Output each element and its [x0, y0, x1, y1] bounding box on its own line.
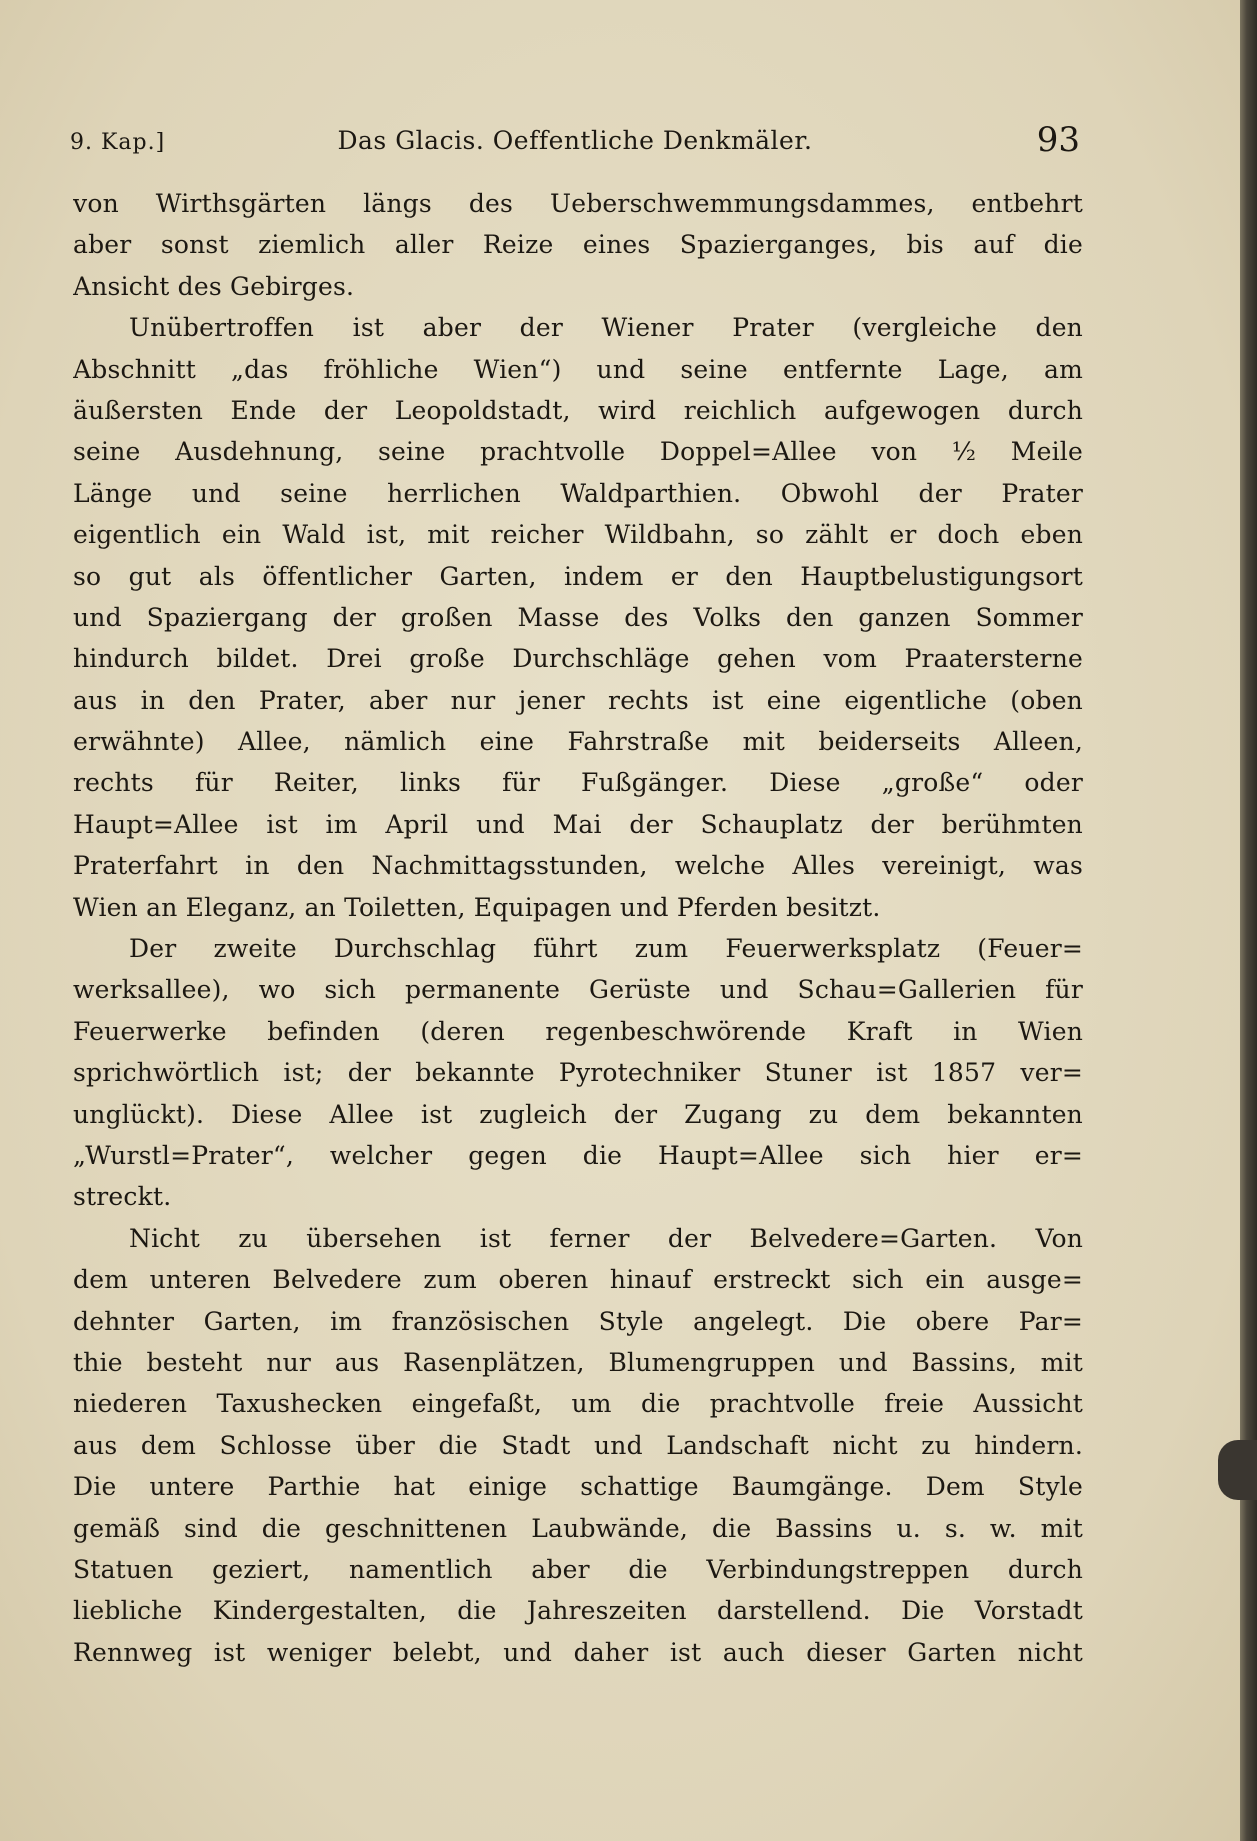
text-line: rechts für Reiter, links für Fußgänger. Diese „große“ oder — [73, 768, 1083, 798]
text-line: streckt. — [73, 1182, 172, 1212]
body-text — [73, 183, 1083, 1673]
text-line: liebliche Kindergestalten, die Jahreszeiten darstellend. Die Vorstadt — [73, 1596, 1083, 1626]
text-line: aber sonst ziemlich aller Reize eines Spazierganges, bis auf die — [73, 230, 1083, 260]
text-line: erwähnte) Allee, nämlich eine Fahrstraße mit beiderseits Alleen, — [73, 727, 1083, 757]
page-number: 93 — [1036, 120, 1080, 160]
text-line: Unübertroffen ist aber der Wiener Prater (vergleiche den — [129, 313, 1083, 343]
text-line: und Spaziergang der großen Masse des Volks den ganzen Sommer — [73, 602, 1083, 632]
running-title: Das Glacis. Oeffentliche Denkmäler. — [337, 126, 813, 155]
chapter-label: 9. Kap.] — [70, 130, 166, 155]
page-edge — [1240, 0, 1257, 1841]
text-line: Abschnitt „das fröhliche Wien“) und seine entfernte Lage, am — [73, 354, 1083, 384]
text-line: hindurch bildet. Drei große Durchschläge gehen vom Praatersterne — [73, 644, 1083, 674]
text-line: Länge und seine herrlichen Waldparthien. Obwohl der Prater — [73, 478, 1083, 508]
text-line: sprichwörtlich ist; der bekannte Pyrotechniker Stuner ist 1857 ver= — [73, 1058, 1083, 1088]
text-line: dehnter Garten, im französischen Style angelegt. Die obere Par= — [73, 1306, 1083, 1336]
text-line: gemäß sind die geschnittenen Laubwände, die Bassins u. s. w. mit — [73, 1513, 1083, 1543]
text-line: Rennweg ist weniger belebt, und daher ist auch dieser Garten nicht — [73, 1637, 1083, 1667]
text-line: thie besteht nur aus Rasenplätzen, Blumengruppen und Bassins, mit — [73, 1347, 1083, 1377]
text-line: so gut als öffentlicher Garten, indem er den Hauptbelustigungsort — [73, 561, 1083, 591]
text-line: werksallee), wo sich permanente Gerüste und Schau=Gallerien für — [73, 975, 1083, 1005]
text-line: Die untere Parthie hat einige schattige Baumgänge. Dem Style — [73, 1472, 1083, 1502]
text-line: dem unteren Belvedere zum oberen hinauf erstreckt sich ein ausge= — [73, 1265, 1083, 1295]
text-line: Haupt=Allee ist im April und Mai der Schauplatz der berühmten — [73, 809, 1083, 839]
text-line: Der zweite Durchschlag führt zum Feuerwerksplatz (Feuer= — [129, 934, 1083, 964]
text-line: Feuerwerke befinden (deren regenbeschwörende Kraft in Wien — [73, 1016, 1083, 1046]
text-line: aus in den Prater, aber nur jener rechts ist eine eigentliche (oben — [73, 685, 1083, 715]
text-line: Praterfahrt in den Nachmittagsstunden, welche Alles vereinigt, was — [73, 851, 1083, 881]
text-line: äußersten Ende der Leopoldstadt, wird reichlich aufgewogen durch — [73, 395, 1083, 425]
text-line: niederen Taxushecken eingefaßt, um die prachtvolle freie Aussicht — [73, 1389, 1083, 1419]
text-line: „Wurstl=Prater“, welcher gegen die Haupt=Allee sich hier er= — [73, 1140, 1083, 1170]
text-line: Nicht zu übersehen ist ferner der Belvedere=Garten. Von — [129, 1223, 1083, 1253]
text-line: seine Ausdehnung, seine prachtvolle Doppel=Allee von ½ Meile — [73, 437, 1083, 467]
text-line: unglückt). Diese Allee ist zugleich der Zugang zu dem bekannten — [73, 1099, 1083, 1129]
page-header — [70, 120, 1080, 164]
text-line: Wien an Eleganz, an Toiletten, Equipagen und Pferden besitzt. — [73, 892, 881, 922]
text-line: aus dem Schlosse über die Stadt und Landschaft nicht zu hindern. — [73, 1430, 1083, 1460]
text-line: eigentlich ein Wald ist, mit reicher Wildbahn, so zählt er doch eben — [73, 520, 1083, 550]
text-line: Statuen geziert, namentlich aber die Verbindungstreppen durch — [73, 1554, 1083, 1584]
text-line: Ansicht des Gebirges. — [73, 271, 355, 301]
page-tab-marker — [1218, 1440, 1257, 1500]
text-line: von Wirthsgärten längs des Ueberschwemmungsdammes, entbehrt — [73, 189, 1083, 218]
